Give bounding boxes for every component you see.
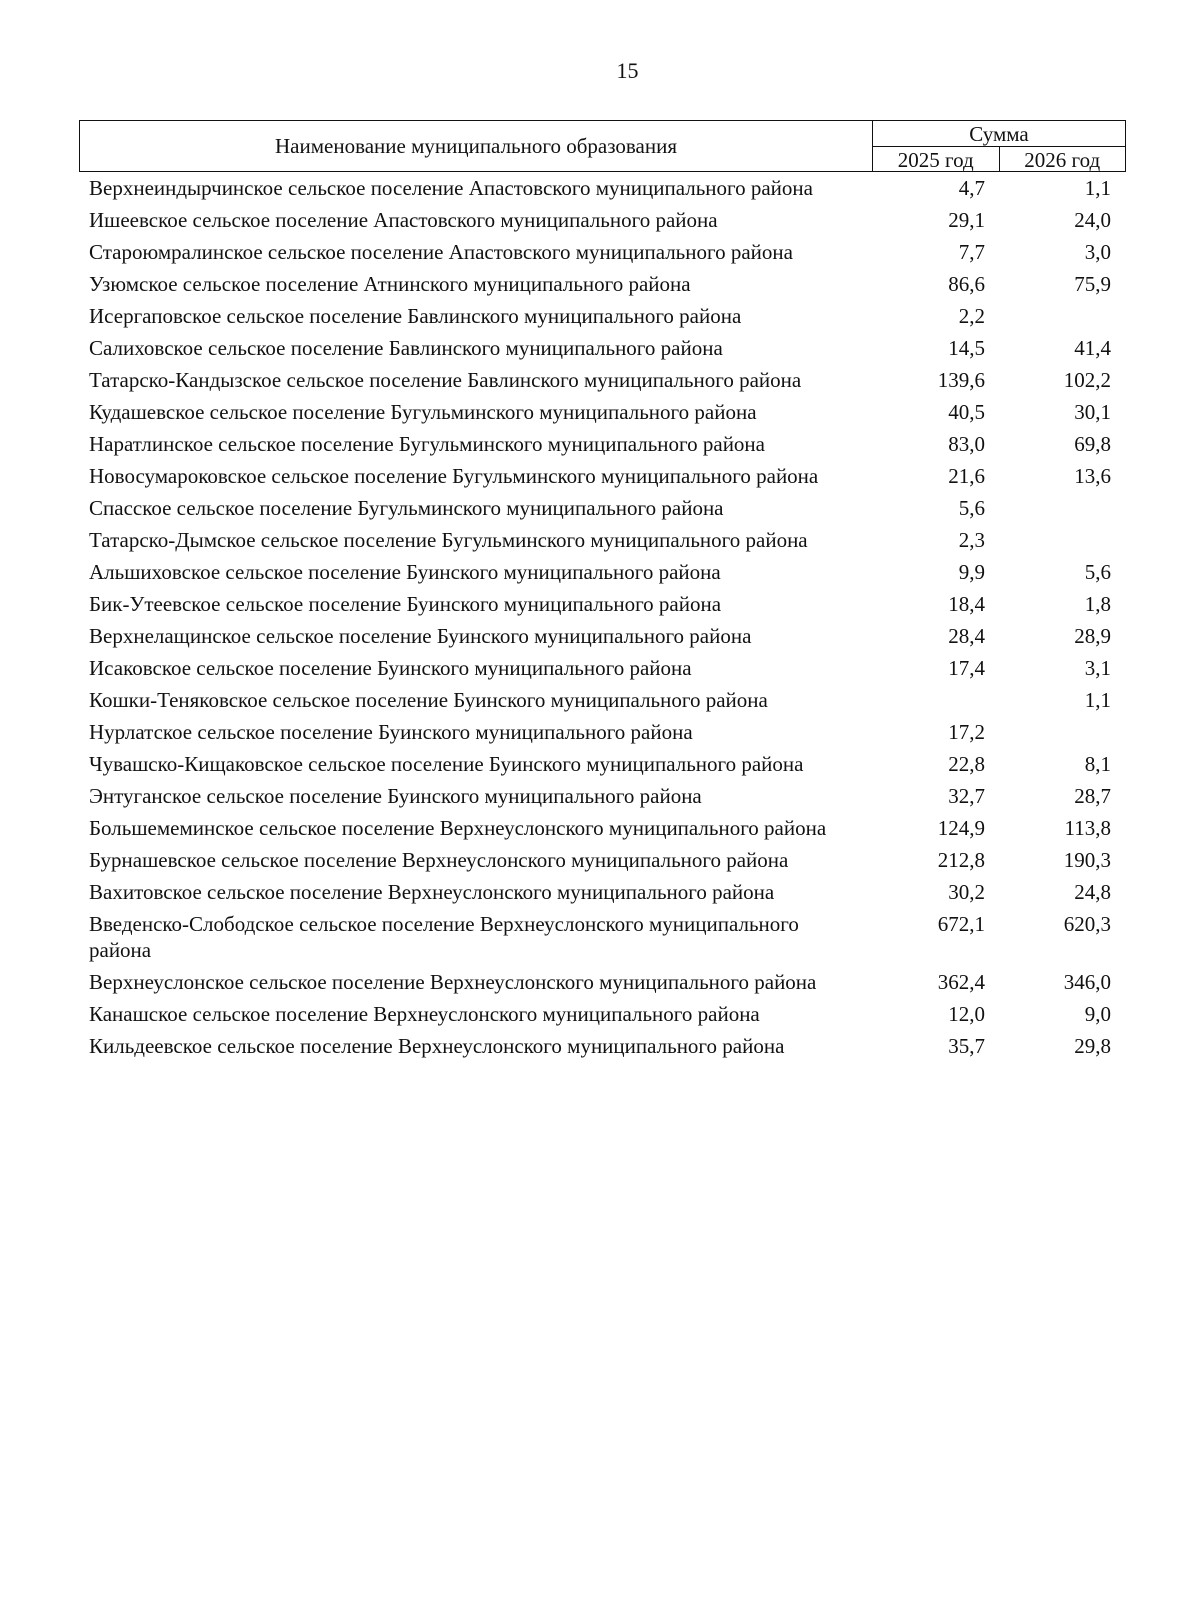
table-row (89, 271, 1124, 303)
amount-2025: 40,5 (948, 400, 985, 424)
amount-2025: 212,8 (937, 848, 985, 872)
table-row (89, 687, 1124, 719)
table-row (89, 623, 1124, 655)
table-row (89, 751, 1124, 783)
municipality-name: Кильдеевское сельское поселение Верхнеуслонского муниципального района (89, 1034, 785, 1058)
table-row (89, 431, 1124, 463)
table-row (89, 815, 1124, 847)
municipality-name: Спасское сельское поселение Бугульминского муниципального района (89, 496, 724, 520)
amount-2026: 69,8 (1074, 432, 1111, 456)
table-row (89, 1001, 1124, 1033)
amount-2025: 5,6 (958, 496, 985, 520)
amount-2025: 124,9 (937, 816, 985, 840)
amount-2026 (985, 303, 1111, 329)
municipality-name: Наратлинское сельское поселение Бугульминского муниципального района (89, 432, 765, 456)
amount-2026: 28,9 (1074, 624, 1111, 648)
amount-2026: 1,1 (1084, 688, 1111, 712)
amount-2025: 18,4 (948, 592, 985, 616)
amount-2026 (985, 719, 1111, 745)
municipality-name: Чувашско-Кищаковское сельское поселение Буинского муниципального района (89, 752, 804, 776)
amount-2026: 75,9 (1074, 272, 1111, 296)
amount-2025: 2,2 (958, 304, 985, 328)
municipality-name: Большемеминское сельское поселение Верхнеуслонского муниципального района (89, 816, 827, 840)
amount-2025: 28,4 (948, 624, 985, 648)
amount-2026: 346,0 (1063, 970, 1111, 994)
table-row (89, 495, 1124, 527)
municipality-name: Татарско-Кандызское сельское поселение Бавлинского муниципального района (89, 368, 802, 392)
amount-2026: 13,6 (1074, 464, 1111, 488)
amount-2026: 102,2 (1063, 368, 1111, 392)
amount-2026: 1,8 (1084, 592, 1111, 616)
table-row (89, 911, 1124, 969)
amount-2025: 30,2 (948, 880, 985, 904)
municipality-name: Староюмралинское сельское поселение Апастовского муниципального района (89, 240, 793, 264)
amount-2025: 83,0 (948, 432, 985, 456)
table-row (89, 847, 1124, 879)
amount-2025: 22,8 (948, 752, 985, 776)
table-row (89, 783, 1124, 815)
column-header-2026: 2026 год (1024, 148, 1101, 172)
amount-2026: 24,8 (1074, 880, 1111, 904)
amount-2025: 7,7 (958, 240, 985, 264)
column-header-sum: Сумма (873, 121, 1125, 147)
amount-2025: 29,1 (948, 208, 985, 232)
table-row (89, 367, 1124, 399)
table-row (89, 303, 1124, 335)
municipality-name: Новосумароковское сельское поселение Бугульминского муниципального района (89, 464, 819, 488)
table-row (89, 719, 1124, 751)
amount-2025 (867, 687, 985, 713)
table-row (89, 559, 1124, 591)
amount-2025: 14,5 (948, 336, 985, 360)
municipality-name: Кудашевское сельское поселение Бугульминского муниципального района (89, 400, 757, 424)
table-row (89, 655, 1124, 687)
amount-2025: 21,6 (948, 464, 985, 488)
table-row (89, 463, 1124, 495)
municipality-name: Бурнашевское сельское поселение Верхнеуслонского муниципального района (89, 848, 789, 872)
amount-2025: 9,9 (958, 560, 985, 584)
municipality-name: Нурлатское сельское поселение Буинского муниципального района (89, 720, 693, 744)
municipality-name: Кошки-Теняковское сельское поселение Буинского муниципального района (89, 688, 768, 712)
municipality-name: Канашское сельское поселение Верхнеуслонского муниципального района (89, 1002, 760, 1026)
amount-2025: 2,3 (958, 528, 985, 552)
amount-2026: 5,6 (1084, 560, 1111, 584)
amount-2025: 17,4 (948, 656, 985, 680)
amount-2026: 190,3 (1063, 848, 1111, 872)
municipality-name: Верхнеиндырчинское сельское поселение Апастовского муниципального района (89, 176, 813, 200)
table-row (89, 207, 1124, 239)
municipality-name: Альшиховское сельское поселение Буинского муниципального района (89, 560, 721, 584)
table-body (89, 175, 1124, 1065)
amount-2026: 41,4 (1074, 336, 1111, 360)
amount-2026: 113,8 (1064, 816, 1111, 840)
amount-2026 (985, 527, 1111, 553)
municipality-name: Ишеевское сельское поселение Апастовского муниципального района (89, 208, 718, 232)
amount-2026: 9,0 (1084, 1002, 1111, 1026)
amount-2026: 620,3 (1063, 912, 1111, 936)
amount-2025: 672,1 (937, 912, 985, 936)
table-row (89, 399, 1124, 431)
table-row (89, 335, 1124, 367)
amount-2025: 32,7 (948, 784, 985, 808)
column-header-2025: 2025 год (873, 147, 1000, 171)
amount-2025: 17,2 (948, 720, 985, 744)
table-row (89, 527, 1124, 559)
municipality-name: Вахитовское сельское поселение Верхнеуслонского муниципального района (89, 880, 775, 904)
municipality-name: Введенско-Слободское сельское поселение Верхнеуслонского муниципального района (89, 912, 799, 962)
amount-2025: 362,4 (937, 970, 985, 994)
table-row (89, 239, 1124, 271)
municipality-name: Исергаповское сельское поселение Бавлинского муниципального района (89, 304, 742, 328)
table-row (89, 1033, 1124, 1065)
municipality-name: Исаковское сельское поселение Буинского муниципального района (89, 656, 692, 680)
amount-2026: 29,8 (1074, 1034, 1111, 1058)
table-header (79, 120, 1126, 172)
table-row (89, 175, 1124, 207)
page-number: 15 (616, 58, 639, 83)
amount-2025: 139,6 (937, 368, 985, 392)
amount-2026: 24,0 (1074, 208, 1111, 232)
amount-2025: 12,0 (948, 1002, 985, 1026)
amount-2026: 3,0 (1084, 240, 1111, 264)
column-header-name: Наименование муниципального образования (80, 121, 873, 171)
municipality-name: Энтуганское сельское поселение Буинского муниципального района (89, 784, 702, 808)
amount-2026: 8,1 (1084, 752, 1111, 776)
amount-2025: 4,7 (958, 176, 985, 200)
amount-2026: 30,1 (1074, 400, 1111, 424)
table-row (89, 879, 1124, 911)
column-header-sum-group (873, 121, 1125, 171)
amount-2025: 86,6 (948, 272, 985, 296)
municipality-name: Узюмское сельское поселение Атнинского муниципального района (89, 272, 691, 296)
municipality-name: Верхнелащинское сельское поселение Буинского муниципального района (89, 624, 752, 648)
municipality-name: Верхнеуслонское сельское поселение Верхнеуслонского муниципального района (89, 970, 817, 994)
amount-2026: 1,1 (1084, 176, 1111, 200)
municipality-name: Бик-Утеевское сельское поселение Буинского муниципального района (89, 592, 722, 616)
amount-2025: 35,7 (948, 1034, 985, 1058)
table-row (89, 969, 1124, 1001)
amount-2026 (985, 495, 1111, 521)
amount-2026: 28,7 (1074, 784, 1111, 808)
municipality-name: Татарско-Дымское сельское поселение Бугульминского муниципального района (89, 528, 808, 552)
municipality-name: Салиховское сельское поселение Бавлинского муниципального района (89, 336, 723, 360)
amount-2026: 3,1 (1084, 656, 1111, 680)
table-row (89, 591, 1124, 623)
